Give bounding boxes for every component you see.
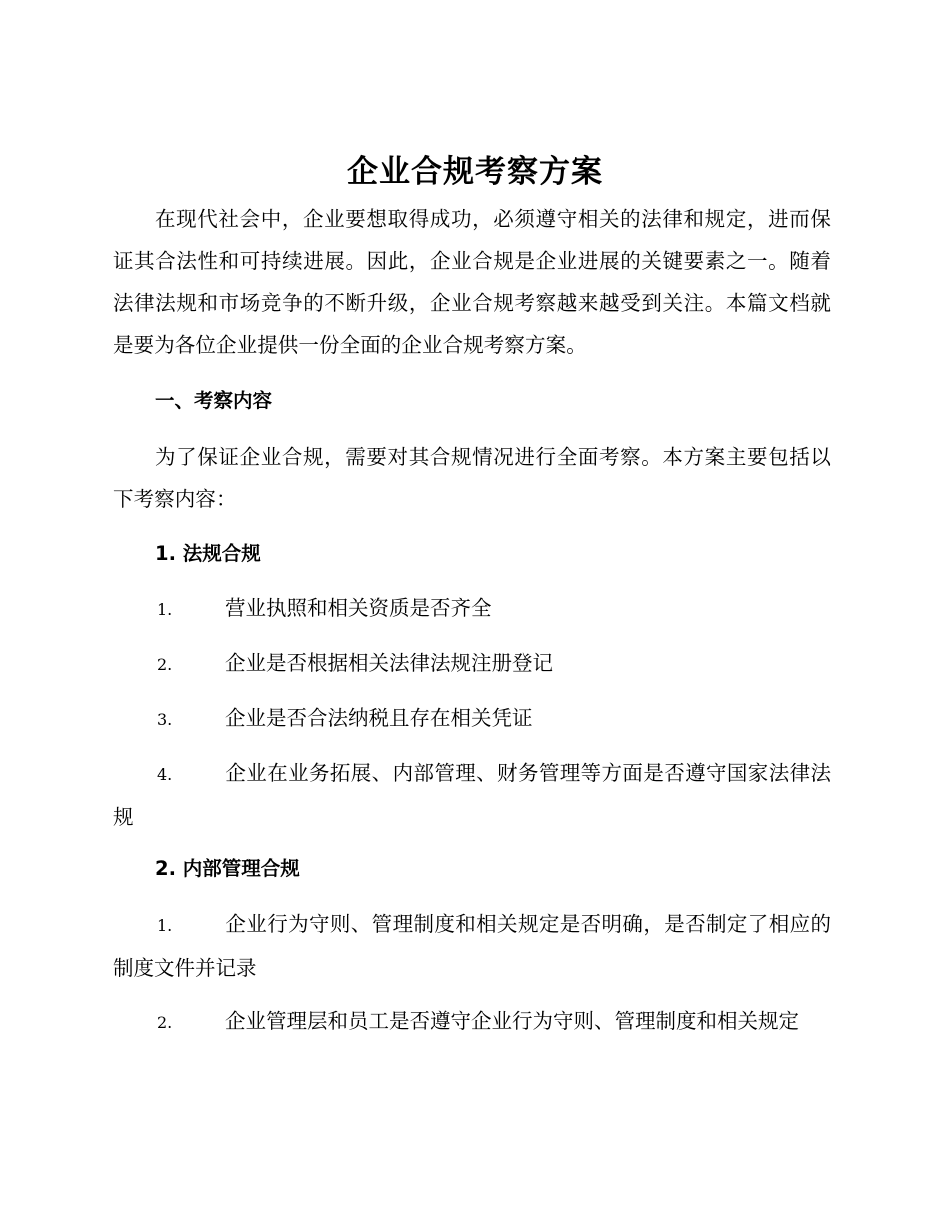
- list-item-text: 企业管理层和员工是否遵守企业行为守则、管理制度和相关规定: [225, 1009, 799, 1033]
- list-item-number: 2.: [157, 655, 173, 674]
- section-intro-paragraph: 为了保证企业合规，需要对其合规情况进行全面考察。本方案主要包括以下考察内容：: [113, 445, 831, 511]
- list-item-text: 企业在业务拓展、内部管理、财务管理等方面是否遵守国家法律法规: [113, 761, 831, 829]
- list-item-text: 企业是否合法纳税且存在相关凭证: [225, 706, 533, 730]
- list-item: [113, 903, 831, 989]
- section-heading-inspection-content: 一、考察内容: [155, 389, 273, 412]
- list-item: [113, 697, 831, 741]
- subsection-heading-internal-management: 2. 内部管理合规: [155, 857, 300, 880]
- list-item-number: 3.: [157, 710, 173, 729]
- list-item-number: 1.: [157, 600, 173, 619]
- list-item: [113, 587, 831, 631]
- list-item-number: 4.: [157, 765, 173, 784]
- list-item: [113, 752, 831, 838]
- subsection-heading-regulatory-compliance: 1. 法规合规: [155, 542, 261, 565]
- list-item-text: 企业行为守则、管理制度和相关规定是否明确，是否制定了相应的制度文件并记录: [113, 912, 831, 980]
- list-item-number: 1.: [157, 916, 173, 935]
- list-item: [113, 1000, 831, 1044]
- document-title: 企业合规考察方案: [347, 154, 603, 190]
- list-item-text: 企业是否根据相关法律法规注册登记: [225, 651, 553, 675]
- list-item-number: 2.: [157, 1013, 173, 1032]
- intro-paragraph: 在现代社会中，企业要想取得成功，必须遵守相关的法律和规定，进而保证其合法性和可持续进展。因此，企业合规是企业进展的关键要素之一。随着法律法规和市场竞争的不断升级，企业合规考察越来越受到关注。本篇文档就是要为各位企业提供一份全面的企业合规考察方案。: [113, 207, 831, 357]
- list-item: [113, 642, 831, 686]
- list-item-text: 营业执照和相关资质是否齐全: [225, 596, 492, 620]
